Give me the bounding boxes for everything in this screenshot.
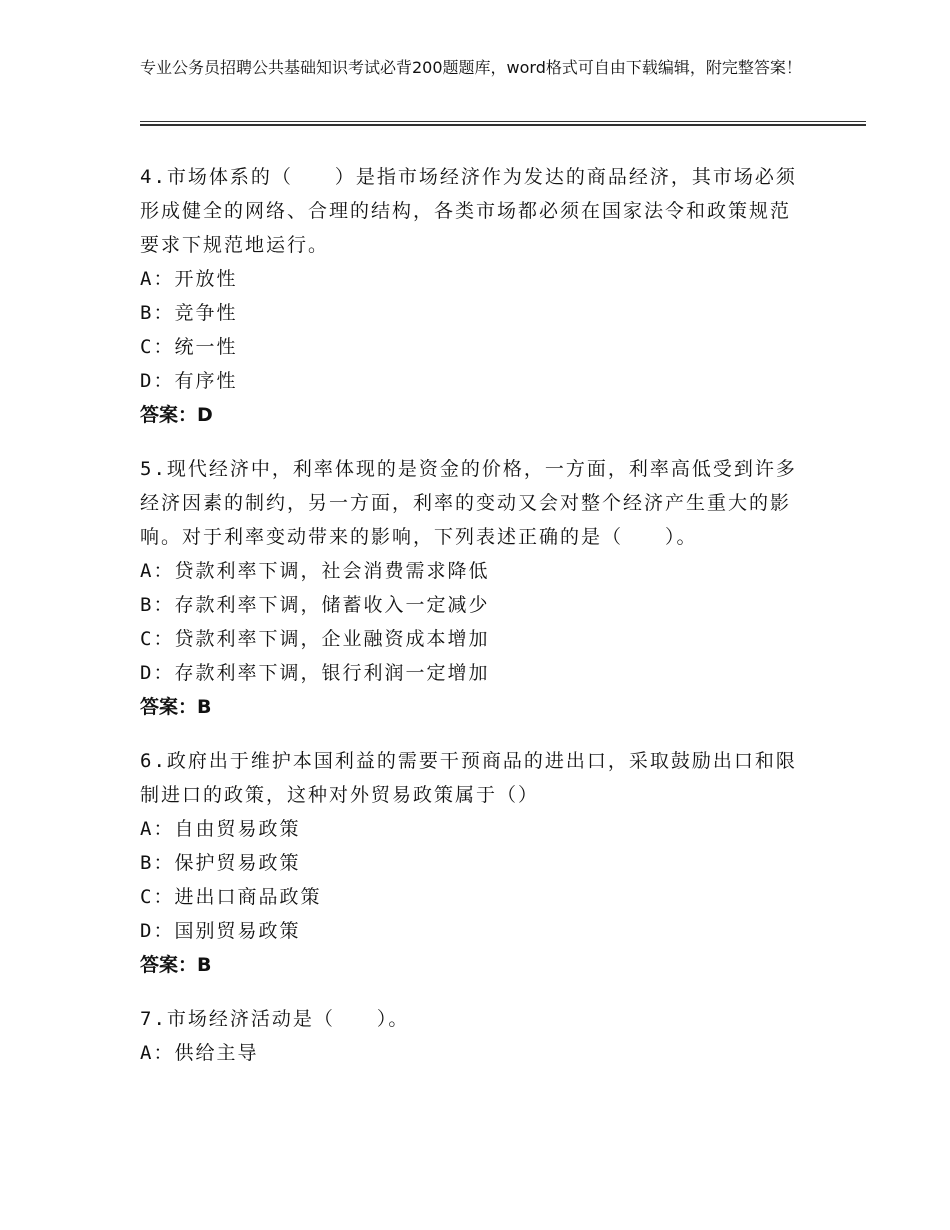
option-b: B：保护贸易政策	[140, 852, 301, 874]
option-b: B：存款利率下调，储蓄收入一定减少	[140, 594, 490, 616]
question-6	[140, 744, 800, 982]
option-a: A：供给主导	[140, 1042, 259, 1064]
question-list	[140, 160, 800, 1090]
question-7	[140, 1002, 800, 1070]
question-text: 6.政府出于维护本国利益的需要干预商品的进出口，采取鼓励出口和限制进口的政策，这种对外贸易政策属于（）	[140, 750, 797, 806]
option-c: C：统一性	[140, 336, 238, 358]
option-d: D：国别贸易政策	[140, 920, 301, 942]
option-a: A：开放性	[140, 268, 238, 290]
option-d: D：存款利率下调，银行利润一定增加	[140, 662, 490, 684]
option-b: B：竞争性	[140, 302, 238, 324]
option-a: A：贷款利率下调，社会消费需求降低	[140, 560, 490, 582]
answer: 答案：B	[140, 954, 212, 976]
option-a: A：自由贸易政策	[140, 818, 301, 840]
question-text: 7.市场经济活动是（ ）。	[140, 1008, 410, 1030]
answer: 答案：D	[140, 404, 213, 426]
question-text: 4.市场体系的（ ）是指市场经济作为发达的商品经济，其市场必须形成健全的网络、合理的结构，各类市场都必须在国家法令和政策规范要求下规范地运行。	[140, 166, 797, 256]
option-d: D：有序性	[140, 370, 238, 392]
option-c: C：贷款利率下调，企业融资成本增加	[140, 628, 490, 650]
question-4	[140, 160, 800, 432]
question-5	[140, 452, 800, 724]
question-text: 5.现代经济中，利率体现的是资金的价格，一方面，利率高低受到许多经济因素的制约，另一方面，利率的变动又会对整个经济产生重大的影响。对于利率变动带来的影响，下列表述正确的是（ ）。	[140, 458, 797, 548]
header-rule-thick	[140, 124, 866, 126]
header-rule-thin	[140, 121, 866, 122]
document-header: 专业公务员招聘公共基础知识考试必背200题题库，word格式可自由下载编辑，附完整答案！	[140, 58, 802, 77]
option-c: C：进出口商品政策	[140, 886, 322, 908]
answer: 答案：B	[140, 696, 212, 718]
